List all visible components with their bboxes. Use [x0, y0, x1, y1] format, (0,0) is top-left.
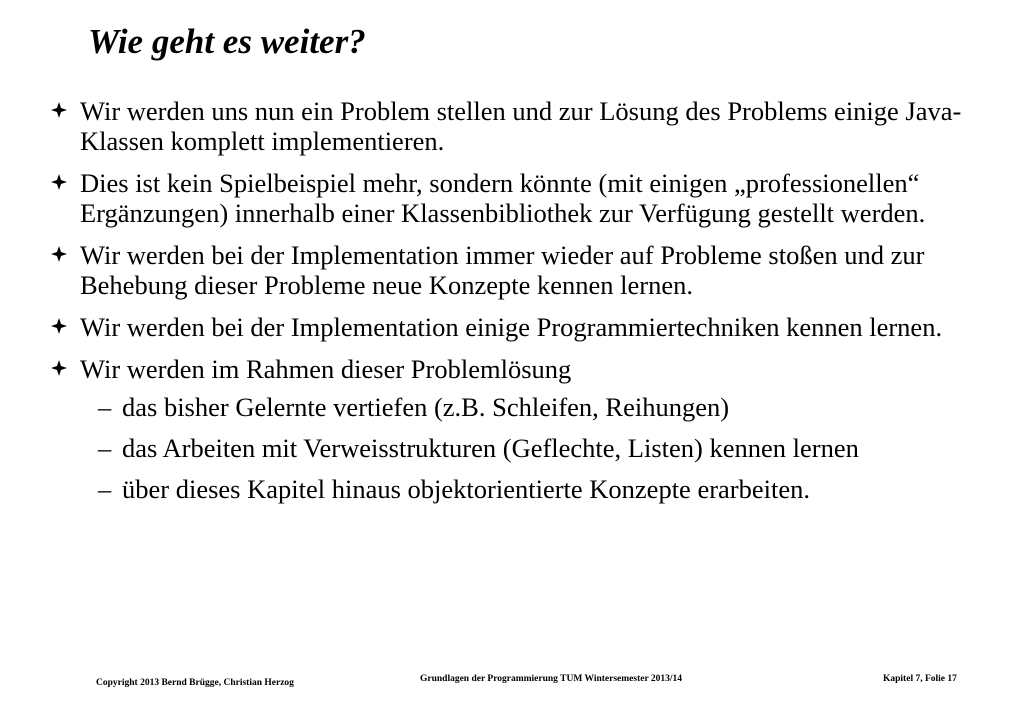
bullet-item	[50, 240, 1000, 300]
bullet-item	[50, 354, 1000, 504]
bullet-text: Wir werden im Rahmen dieser Problemlösung	[80, 354, 572, 384]
sub-list-item	[98, 474, 1000, 504]
diamond-bullet-icon	[50, 359, 68, 377]
sub-item-text: das Arbeiten mit Verweisstrukturen (Geflechte, Listen) kennen lernen	[122, 433, 859, 463]
sub-item-text: über dieses Kapitel hinaus objektorientierte Konzepte erarbeiten.	[122, 474, 810, 504]
dash-marker: –	[98, 392, 112, 422]
sub-item-text: das bisher Gelernte vertiefen (z.B. Schleifen, Reihungen)	[122, 392, 730, 422]
footer-copyright: Copyright 2013 Bernd Brügge, Christian Herzog	[96, 678, 294, 688]
footer-course: Grundlagen der Programmierung TUM Wintersemester 2013/14	[420, 674, 683, 684]
diamond-bullet-icon	[50, 245, 68, 263]
dash-marker: –	[98, 474, 112, 504]
bullet-list	[50, 96, 1000, 516]
slide-title: Wie geht es weiter?	[88, 22, 366, 61]
bullet-text: Wir werden bei der Implementation einige Programmiertechniken kennen lernen.	[80, 312, 943, 342]
bullet-item	[50, 168, 1000, 228]
bullet-item	[50, 312, 1000, 342]
dash-marker: –	[98, 433, 112, 463]
bullet-item	[50, 96, 1000, 156]
sub-list	[98, 392, 1000, 504]
diamond-bullet-icon	[50, 101, 68, 119]
footer-page-number: Kapitel 7, Folie 17	[883, 674, 957, 684]
bullet-text: Wir werden uns nun ein Problem stellen und zur Lösung des Problems einige Java-Klassen komplett implementieren.	[80, 96, 962, 156]
bullet-text: Dies ist kein Spielbeispiel mehr, sondern könnte (mit einigen „professionellen“ Ergänzungen) innerhalb einer Klassenbibliothek zur Verfügung gestellt werden.	[80, 168, 926, 228]
sub-list-item	[98, 433, 1000, 463]
bullet-text: Wir werden bei der Implementation immer wieder auf Probleme stoßen und zur Behebung dieser Probleme neue Konzepte kennen lernen.	[80, 240, 925, 300]
diamond-bullet-icon	[50, 317, 68, 335]
diamond-bullet-icon	[50, 173, 68, 191]
sub-list-item	[98, 392, 1000, 422]
